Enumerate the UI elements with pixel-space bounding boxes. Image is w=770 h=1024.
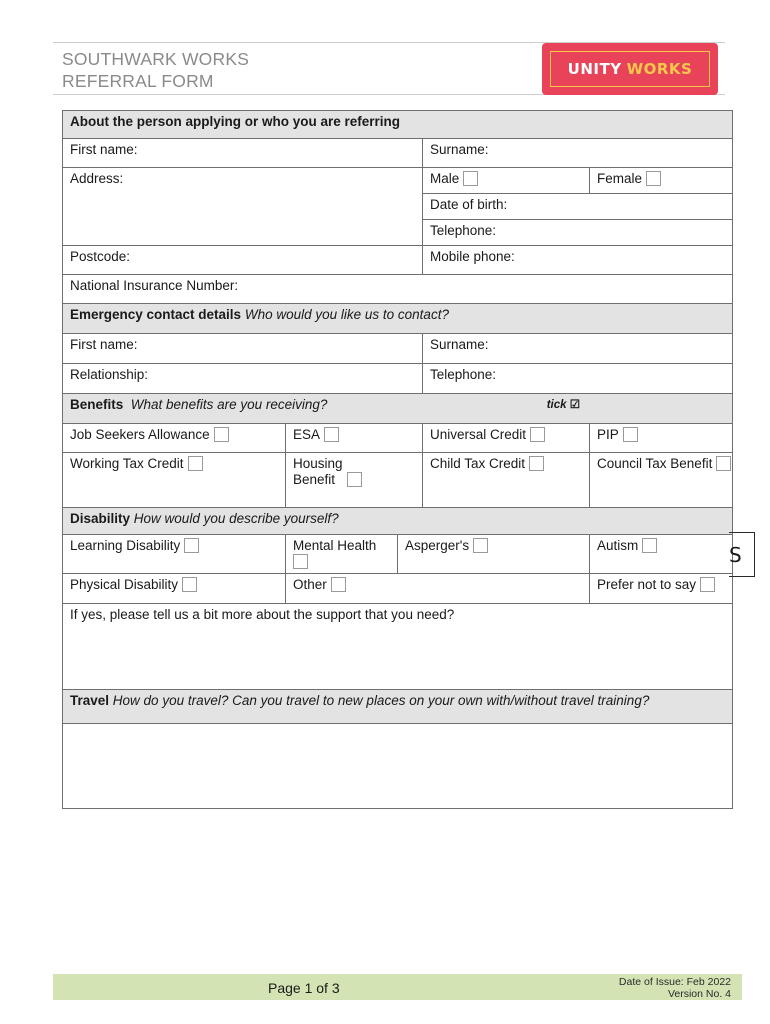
benefits-heading-title: Benefits [70, 397, 124, 412]
logo-word-unity: UNITY [567, 60, 622, 78]
disability-label: Physical Disability [70, 577, 179, 592]
benefit-label: Job Seekers Allowance [70, 427, 210, 442]
form-title-line2: REFERRAL FORM [62, 71, 214, 91]
male-checkbox[interactable] [463, 171, 478, 186]
disability-label: Mental Health [293, 538, 377, 553]
gender-male-cell [423, 168, 590, 194]
page-number: Page 1 of 3 [268, 980, 340, 996]
disability-cell [63, 535, 286, 574]
benefit-label: Child Tax Credit [430, 456, 526, 471]
benefit-label: Working Tax Credit [70, 456, 184, 471]
applicant-first-name-label: First name: [70, 142, 138, 157]
pip-checkbox[interactable] [623, 427, 638, 442]
travel-heading-title: Travel [70, 693, 110, 708]
applicant-dob-field[interactable] [423, 194, 733, 220]
benefit-cell [590, 453, 733, 508]
section-disability-heading [63, 508, 733, 535]
applicant-dob-label: Date of birth: [430, 197, 508, 212]
applicant-address-field[interactable] [63, 168, 423, 246]
emergency-heading-note: Who would you like us to contact? [244, 307, 449, 322]
benefit-label: Universal Credit [430, 427, 527, 442]
working-tax-credit-checkbox[interactable] [188, 456, 203, 471]
mental-health-checkbox[interactable] [293, 554, 308, 569]
benefit-label: PIP [597, 427, 619, 442]
emergency-surname-field[interactable] [423, 334, 733, 364]
applicant-postcode-field[interactable] [63, 246, 423, 275]
version-number: Version No. 4 [667, 988, 731, 1000]
applicant-first-name-field[interactable] [63, 139, 423, 168]
gender-female-cell [590, 168, 733, 194]
page-footer [53, 974, 742, 1000]
disability-label: Learning Disability [70, 538, 181, 553]
benefit-label: ESA [293, 427, 321, 442]
disability-cell [286, 535, 398, 574]
applicant-address-label: Address: [70, 171, 124, 186]
benefit-cell [590, 424, 733, 453]
applicant-mobile-field[interactable] [423, 246, 733, 275]
emergency-telephone-label: Telephone: [430, 367, 497, 382]
disability-heading-title: Disability [70, 511, 131, 526]
applicant-mobile-label: Mobile phone: [430, 249, 515, 264]
support-needs-field[interactable] [63, 604, 733, 690]
applicant-surname-label: Surname: [430, 142, 489, 157]
disability-cell [590, 574, 733, 604]
applicant-surname-field[interactable] [423, 139, 733, 168]
council-tax-benefit-checkbox[interactable] [716, 456, 731, 471]
stray-glyph: S [729, 543, 742, 567]
issue-info [619, 976, 731, 1000]
disability-cell [63, 574, 286, 604]
jsa-checkbox[interactable] [214, 427, 229, 442]
emergency-surname-label: Surname: [430, 337, 489, 352]
disability-label: Prefer not to say [597, 577, 697, 592]
benefit-label: Council Tax Benefit [597, 456, 713, 471]
section-emergency-heading [63, 304, 733, 334]
logo-word-works: WORKS [626, 60, 693, 78]
referral-form-table [62, 110, 733, 809]
aspergers-checkbox[interactable] [473, 538, 488, 553]
emergency-relationship-label: Relationship: [70, 367, 149, 382]
emergency-heading-title: Emergency contact details [70, 307, 242, 322]
support-needs-question: If yes, please tell us a bit more about the support that you need? [70, 607, 455, 622]
benefit-label: Housing Benefit [293, 456, 343, 487]
gender-male-label: Male [430, 171, 460, 186]
disability-label: Other [293, 577, 327, 592]
section-benefits-heading [63, 394, 733, 424]
universal-credit-checkbox[interactable] [530, 427, 545, 442]
travel-answer-field[interactable] [63, 724, 733, 809]
physical-disability-checkbox[interactable] [182, 577, 197, 592]
applicant-postcode-label: Postcode: [70, 249, 131, 264]
section-travel-heading [63, 690, 733, 724]
tick-label: tick [546, 399, 567, 411]
prefer-not-to-say-checkbox[interactable] [700, 577, 715, 592]
other-disability-checkbox[interactable] [331, 577, 346, 592]
emergency-first-name-field[interactable] [63, 334, 423, 364]
benefit-cell [423, 424, 590, 453]
stray-logo-fragment [729, 532, 755, 577]
applicant-telephone-field[interactable] [423, 220, 733, 246]
child-tax-credit-checkbox[interactable] [529, 456, 544, 471]
applicant-ni-number-field[interactable] [63, 275, 733, 304]
travel-heading-note: How do you travel? Can you travel to new places on your own with/without travel training? [112, 693, 650, 708]
benefit-cell [63, 453, 286, 508]
autism-checkbox[interactable] [642, 538, 657, 553]
female-checkbox[interactable] [646, 171, 661, 186]
gender-female-label: Female [597, 171, 643, 186]
benefit-cell [286, 453, 423, 508]
benefit-cell [63, 424, 286, 453]
disability-cell [398, 535, 590, 574]
esa-checkbox[interactable] [324, 427, 339, 442]
disability-heading-note: How would you describe yourself? [133, 511, 339, 526]
disability-label: Asperger's [405, 538, 470, 553]
disability-cell [590, 535, 733, 574]
form-title [62, 48, 249, 92]
housing-benefit-checkbox[interactable] [347, 472, 362, 487]
disability-label: Autism [597, 538, 639, 553]
logo-frame [550, 51, 710, 87]
applicant-ni-number-label: National Insurance Number: [70, 278, 239, 293]
section-applicant-heading: About the person applying or who you are referring [63, 111, 733, 139]
learning-disability-checkbox[interactable] [184, 538, 199, 553]
emergency-relationship-field[interactable] [63, 364, 423, 394]
applicant-telephone-label: Telephone: [430, 223, 497, 238]
form-title-line1: SOUTHWARK WORKS [62, 49, 250, 69]
benefits-heading-note: What benefits are you receiving? [130, 397, 328, 412]
emergency-telephone-field[interactable] [423, 364, 733, 394]
disability-cell [286, 574, 590, 604]
emergency-first-name-label: First name: [70, 337, 138, 352]
date-of-issue: Date of Issue: Feb 2022 [618, 976, 731, 988]
tick-instruction [547, 397, 580, 413]
benefit-cell [423, 453, 590, 508]
ticked-checkbox-icon: ☑ [569, 399, 581, 411]
unity-works-logo [542, 43, 718, 95]
benefit-cell [286, 424, 423, 453]
